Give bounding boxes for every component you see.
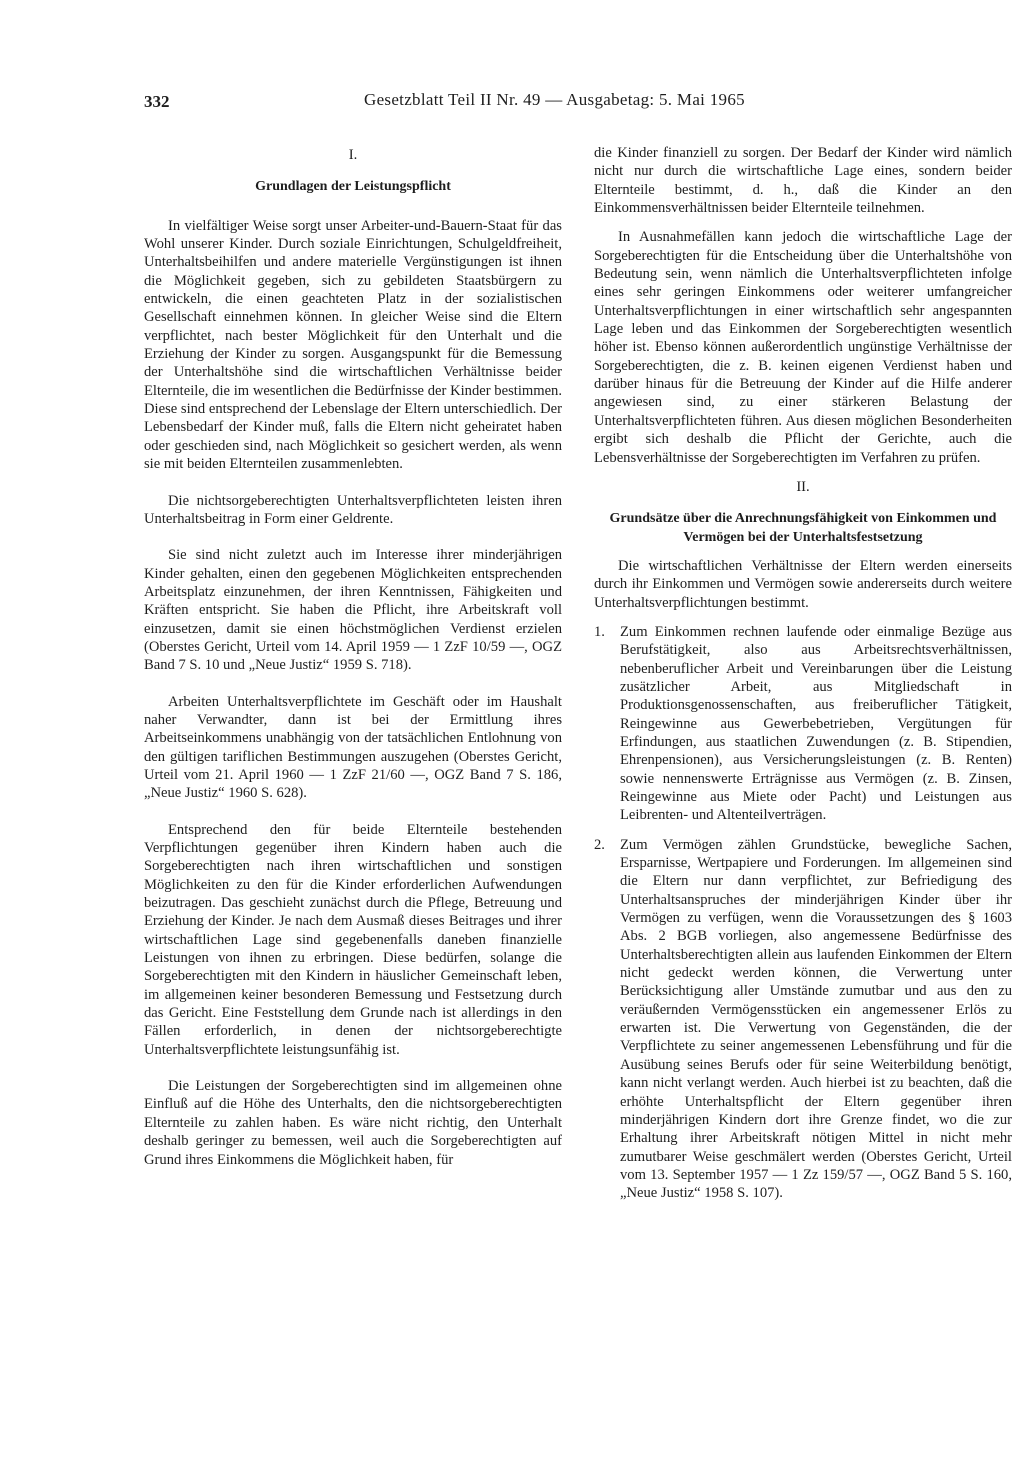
list-item (594, 836, 1012, 1203)
list-item-text: Zum Einkommen rechnen laufende oder einmalige Bezüge aus Berufstätigkeit, also aus Arbeitsrechtsverhältnissen, nebenberuflicher Arbeit und Vereinbarungen über die Leistung zusätzlicher Arbeit, aus Mitgliedschaft in Produktionsgenossenschaften, aus freiberuflicher Tätigkeit, Reingewinne aus Gewerbebetrieben, Vergütungen für Erfindungen, aus staatlichen Zuwendungen (z. B. Stipendien, Ehrenpensionen), aus Versicherungsleistungen (z. B. Renten) sowie nennenswerte Erträgnisse aus Vermögen (z. B. Zinsen, Reingewinne aus Miete oder Pacht) und Leistungen aus Leibrenten- und Altenteilverträgen. (620, 623, 1012, 824)
left-column (144, 146, 562, 1169)
list-item-text: Zum Vermögen zählen Grundstücke, bewegliche Sachen, Ersparnisse, Wertpapiere und Forderungen. Im allgemeinen sind die Eltern nur dann verpflichtet, zur Befriedigung des Unterhaltsanspruches der minderjährigen Kinder über ihr Vermögen zu verfügen, wenn die Voraussetzungen des § 1603 Abs. 2 BGB vorliegen, also angemessene Bedürfnisse des Unterhaltsberechtigten allein aus laufenden Einkommen der Eltern nicht gedeckt werden können, die Verwertung unter Berücksichtigung aller Umstände zumutbar und aus den zu veräußernden Vermögensstücken ein angemessener Erlös zu erwarten ist. Die Verwertung von Gegenständen, die der Verpflichtete zu seiner angemessenen Lebensführung und für die Ausübung seines Berufs oder für seine Weiterbildung benötigt, kann nicht verlangt werden. Auch hierbei ist zu beachten, daß die erhöhte Unterhaltspflicht der Eltern gegenüber ihren minderjährigen Kindern dort ihre Grenze findet, wo die zur Erhaltung ihrer Arbeitskraft nötigen Mittel in nicht mehr zumutbarer Weise geschmälert werden (Oberstes Gericht, Urteil vom 13. September 1957 — 1 Zz 159/57 —, OGZ Band 5 S. 160, „Neue Justiz“ 1958 S. 107). (620, 836, 1012, 1202)
section-numeral: II. (796, 478, 810, 495)
paragraph: Sie sind nicht zuletzt auch im Interesse ihrer minderjährigen Kinder gehalten, einen den gegebenen Möglichkeiten entsprechenden Arbeitsplatz einzunehmen, der ihren Kenntnissen, Fähigkeiten und Kräften entspricht. Sie haben die Pflicht, ihre Arbeitskraft voll einzusetzen, damit sie einen höchstmöglichen Verdienst erzielen (Oberstes Gericht, Urteil vom 14. April 1959 — 1 ZzF 10/59 —, OGZ Band 7 S. 10 und „Neue Justiz“ 1959 S. 718). (144, 547, 562, 674)
paragraph: In Ausnahmefällen kann jedoch die wirtschaftliche Lage der Sorgeberechtigten für die Entscheidung über die Unterhaltshöhe von Bedeutung sein, wenn nämlich die Unterhaltsverpflichteten infolge eines sehr geringen Einkommens oder weiterer umfangreicher Unterhaltsverpflichtungen in einer wirtschaftlich sehr angespannten Lage leben und das Einkommen der Sorgeberechtigten wesentlich höher ist. Ebenso können außerordentlich ungünstige Verhältnisse der Sorgeberechtigten, die z. B. keinen eigenen Verdienst haben und darüber hinaus für die Betreuung der Kinder auf die Hilfe anderer angewiesen sind, zu einer stärkeren Belastung der Unterhaltsverpflichteten führen. Aus diesen möglichen Besonderheiten ergibt sich deshalb die Pflicht der Gerichte, auch die Lebensverhältnisse der Sorgeberechtigten im Verfahren zu prüfen. (594, 229, 1012, 466)
list-item (594, 623, 1012, 825)
section-heading: Grundsätze über die Anrechnungsfähigkeit von Einkommen und Vermögen bei der Unterhaltsfestsetzung (609, 511, 997, 545)
paragraph: Die wirtschaftlichen Verhältnisse der Eltern werden einerseits durch ihr Einkommen und Vermögen sowie andererseits durch weitere Unterhaltsverpflichtungen bestimmt. (594, 557, 1012, 611)
section-heading: Grundlagen der Leistungspflicht (255, 179, 451, 195)
paragraph: In vielfältiger Weise sorgt unser Arbeiter-und-Bauern-Staat für das Wohl unserer Kinder. Durch soziale Einrichtungen, Schulgeldfreiheit, Unterhaltsbeihilfen und andere materielle Vergünstigungen ist ihnen die Möglichkeit gegeben, sich zu gebildeten Staatsbürgern zu entwickeln, die einen geachteten Platz in der sozialistischen Gesellschaft einnehmen können. In gleicher Weise sind die Eltern verpflichtet, nach bester Möglichkeit für den Unterhalt und die Erziehung der Kinder zu sorgen. Ausgangspunkt für die Bemessung der Unterhaltshöhe sind die wirtschaftlichen Verhältnisse beider Elternteile, die im wesentlichen die Bedürfnisse der Kinder bestimmen. Diese sind entsprechend der Lebenslage der Eltern unterschiedlich. Der Lebensbedarf der Kinder muß, falls die Eltern nicht geheiratet haben oder geschieden sind, nach Möglichkeit so gesichert werden, als wenn sie mit beiden Elternteilen zusammenlebten. (144, 217, 562, 473)
list-item-number: 1. (594, 623, 605, 640)
running-head: Gesetzblatt Teil II Nr. 49 — Ausgabetag: 5. Mai 1965 (364, 90, 745, 109)
paragraph: Arbeiten Unterhaltsverpflichtete im Geschäft oder im Haushalt naher Verwandter, dann ist bei der Ermittlung ihres Arbeitseinkommens unabhängig von der tatsächlichen Entlohnung von den gültigen tariflichen Bestimmungen auszugehen (Oberstes Gericht, Urteil vom 21. April 1960 — 1 ZzF 21/60 —, OGZ Band 7 S. 186, „Neue Justiz“ 1960 S. 628). (144, 693, 562, 802)
paragraph: Entsprechend den für beide Elternteile bestehenden Verpflichtungen gegenüber ihren Kindern haben auch die Sorgeberechtigten nach ihren wirtschaftlichen und sonstigen Möglichkeiten zu den für die Kinder erforderlichen Aufwendungen beizutragen. Das geschieht zunächst durch die Pflege, Betreuung und Erziehung der Kinder. Je nach dem Ausmaß dieses Beitrages und ihrer wirtschaftlichen Lage sind gegebenenfalls daneben finanzielle Leistungen von ihnen zu erbringen. Diese bedürfen, solange die Sorgeberechtigten mit den Kindern in häuslicher Gemeinschaft leben, im allgemeinen keiner besonderen Bemessung und Festsetzung durch das Gericht. Eine Feststellung dem Grunde nach ist allerdings in den Fällen erforderlich, in denen der nichtsorgeberechtigte Unterhaltsverpflichtete leistungsunfähig ist. (144, 821, 562, 1058)
section-numeral: I. (348, 147, 358, 163)
right-column (594, 144, 1012, 1203)
page-number: 332 (144, 92, 170, 111)
paragraph: Die nichtsorgeberechtigten Unterhaltsverpflichteten leisten ihren Unterhaltsbeitrag in Form einer Geldrente. (144, 492, 562, 527)
list-item-number: 2. (594, 836, 605, 853)
paragraph: Die Leistungen der Sorgeberechtigten sind im allgemeinen ohne Einfluß auf die Höhe des Unterhalts, den die nichtsorgeberechtigten Elternteile zu zahlen haben. Es wäre nicht richtig, den Unterhalt deshalb geringer zu bemessen, weil auch die Sorgeberechtigten auf Grund ihres Einkommens die Möglichkeit haben, für (144, 1078, 562, 1168)
paragraph-continued: die Kinder finanziell zu sorgen. Der Bedarf der Kinder wird nämlich nicht nur durch die wirtschaftliche Lage eines, sondern beider Elternteile bestimmt, d. h., daß die Kinder an den Einkommensverhältnissen beider Elternteile teilnehmen. (594, 145, 1012, 217)
